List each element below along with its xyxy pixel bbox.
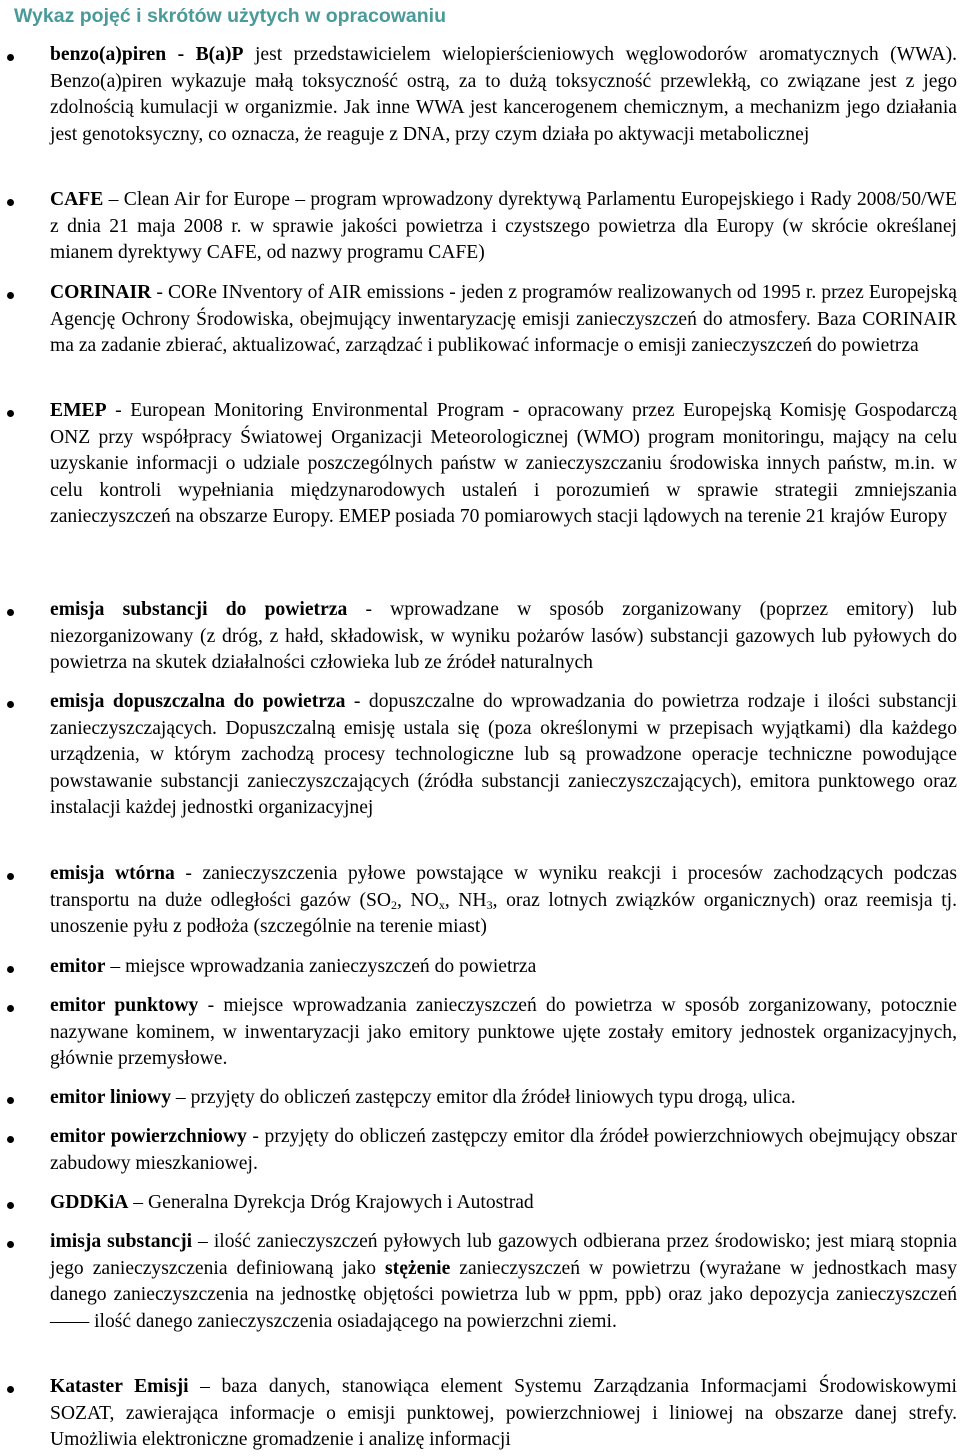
bullet-icon (7, 1241, 14, 1248)
subscript: x (438, 897, 445, 912)
list-item (50, 1190, 957, 1217)
term-definition: - European Monitoring Environmental Program - opracowany przez Europejską Komisję Gospodarczą ONZ przy współpracy Światowej Organizacji Meteorologicznej (WMO) program monitoringu, mający na celu uzyskanie informacji o udziale poszczególnych państw w zanieczyszczaniu środowiska innych państw, m.in. w celu kontroli wypełniania międzynarodowych ustaleń i porozumień w sprawie strategii zmniejszania zanieczyszczeń na obszarze Europy. EMEP posiada 70 pomiarowych stacji lądowych na terenie 21 krajów Europy (50, 400, 957, 527)
term-name: emitor powierzchniowy (50, 1126, 247, 1147)
term-definition: , NH (444, 889, 487, 911)
term-definition: - miejsce wprowadzania zanieczyszczeń do powietrza w sposób zorganizowany, potocznie nazywane kominem, w inwentaryzacji jako emitory punktowe ujęte zostały emitory jednostek organizacyjnych, głównie przemysłowe. (50, 995, 958, 1069)
bullet-icon (7, 1136, 14, 1143)
subscript: 2 (391, 897, 398, 912)
term-definition: - wprowadzane w sposób zorganizowany (poprzez emitory) lub niezorganizowany (z dróg, z hałd, składowisk, w wyniku pożarów lasów) substancji gazowych lub pyłowych do powietrza na skutek działalności człowieka lub ze źródeł naturalnych (50, 599, 957, 673)
term-name: benzo(a)piren - B(a)P (50, 44, 244, 65)
list-item (50, 1374, 957, 1454)
term-name: CORINAIR (50, 282, 152, 303)
page-title: Wykaz pojęć i skrótów użytych w opracowaniu (14, 5, 446, 27)
bullet-icon (7, 292, 14, 299)
list-item (50, 1085, 957, 1112)
list-item (50, 861, 957, 941)
bullet-icon (7, 1097, 14, 1104)
term-name: emisja wtórna (50, 863, 175, 884)
bullet-icon (7, 1202, 14, 1209)
list-item (50, 1229, 957, 1335)
subscript: 3 (486, 897, 493, 912)
term-definition: – ilość zanieczyszczeń pyłowych lub gazowych odbierana przez środowisko; jest miarą stopnia jego zanieczyszczenia definiowaną jako (50, 1231, 958, 1279)
list-item (50, 993, 957, 1073)
bullet-icon (7, 54, 14, 61)
list-item (50, 42, 957, 148)
bullet-icon (7, 873, 14, 880)
list-item (50, 689, 957, 822)
term-definition: – baza danych, stanowiąca element Systemu Zarządzania Informacjami Środowiskowymi SOZAT, zawierająca informacje o emisji punktowej, powierzchniowej i liniowej na obszarze danej strefy. Umożliwia elektroniczne gromadzenie i analizę informacji (50, 1376, 957, 1450)
bullet-icon (7, 1386, 14, 1393)
term-definition: - przyjęty do obliczeń zastępczy emitor dla źródeł powierzchniowych obejmujący obszar zabudowy mieszkaniowej. (50, 1126, 957, 1174)
list-item (50, 597, 957, 677)
term-name: GDDKiA (50, 1192, 129, 1213)
term-name: emisja dopuszczalna do powietrza (50, 691, 346, 712)
term-definition: – Generalna Dyrekcja Dróg Krajowych i Autostrad (128, 1192, 534, 1213)
term-definition: zanieczyszczeń w powietrzu (wyrażane w jednostkach masy danego zanieczyszczenia na jednostkę objętości powietrza lub w ppm, ppb) oraz jako depozycja zanieczyszczeń —— ilość danego zanieczyszczenia osiadającego na powierzchni ziemi. (50, 1257, 957, 1332)
term-definition: – przyjęty do obliczeń zastępczy emitor dla źródeł liniowych typu drogą, ulica. (171, 1087, 796, 1108)
term-definition: - dopuszczalne do wprowadzania do powietrza rodzaje i ilości substancji zanieczyszczających. Dopuszczalną emisję ustala się (poza określonymi w przepisach wyjątkami) dla każdego urządzenia, w którym zachodzą procesy technologiczne lub są prowadzone operacje techniczne powodujące powstawanie substancji zanieczyszczających (źródła substancji zanieczyszczających), emitora punktowego oraz instalacji każdej jednostki organizacyjnej (50, 691, 957, 818)
term-name: emitor punktowy (50, 995, 199, 1016)
term-definition: jest przedstawicielem wielopierścieniowych węglowodorów aromatycznych (WWA). Benzo(a)piren wykazuje małą toksyczność ostrą, za to dużą toksyczność przewlekłą, co związane jest z jego zdolnością kumulacji w organizmie. Jak inne WWA jest kancerogenem chemicznym, a mechanizm jego działania jest genotoksyczny, co oznacza, że reaguje z DNA, przy czym działa po aktywacji metabolicznej (50, 44, 957, 145)
list-item (50, 187, 957, 267)
list-item (50, 280, 957, 360)
bullet-icon (7, 701, 14, 708)
term-name: imisja substancji (50, 1231, 193, 1252)
term-definition: , NO (397, 889, 439, 911)
bullet-icon (7, 199, 14, 206)
list-item (50, 954, 957, 981)
list-item (50, 1124, 957, 1177)
term-bold-word: stężenie (385, 1257, 451, 1279)
term-definition: – miejsce wprowadzania zanieczyszczeń do powietrza (105, 956, 537, 977)
term-name: EMEP (50, 400, 107, 421)
term-name: emisja substancji do powietrza (50, 599, 348, 620)
term-name: Kataster Emisji (50, 1376, 189, 1397)
term-name: emitor liniowy (50, 1087, 171, 1108)
term-definition: - CORe INventory of AIR emissions - jeden z programów realizowanych od 1995 r. przez Europejską Agencję Ochrony Środowiska, obejmujący inwentaryzację emisji zanieczyszczeń do atmosfery. Baza CORINAIR ma za zadanie zbierać, aktualizować, zarządzać i publikować informacje o emisji zanieczyszczeń do powietrza (50, 282, 957, 356)
bullet-icon (7, 966, 14, 973)
bullet-icon (7, 609, 14, 616)
bullet-icon (7, 1005, 14, 1012)
bullet-icon (7, 410, 14, 417)
term-name: CAFE (50, 189, 104, 210)
term-definition: , oraz lotnych związków organicznych) oraz reemisja tj. unoszenie pyłu z podłoża (szczególnie na terenie miast) (50, 889, 957, 937)
list-item (50, 398, 957, 531)
term-name: emitor (50, 956, 106, 977)
term-definition: – Clean Air for Europe – program wprowadzony dyrektywą Parlamentu Europejskiego i Rady 2008/50/WE z dnia 21 maja 2008 r. w sprawie jakości powietrza i czystszego powietrza dla Europy (w skrócie określanej mianem dyrektywy CAFE, od nazwy programu CAFE) (50, 189, 957, 263)
term-definition: - zanieczyszczenia pyłowe powstające w wyniku reakcji i procesów zachodzących podczas transportu na duże odległości gazów (SO (50, 863, 958, 911)
